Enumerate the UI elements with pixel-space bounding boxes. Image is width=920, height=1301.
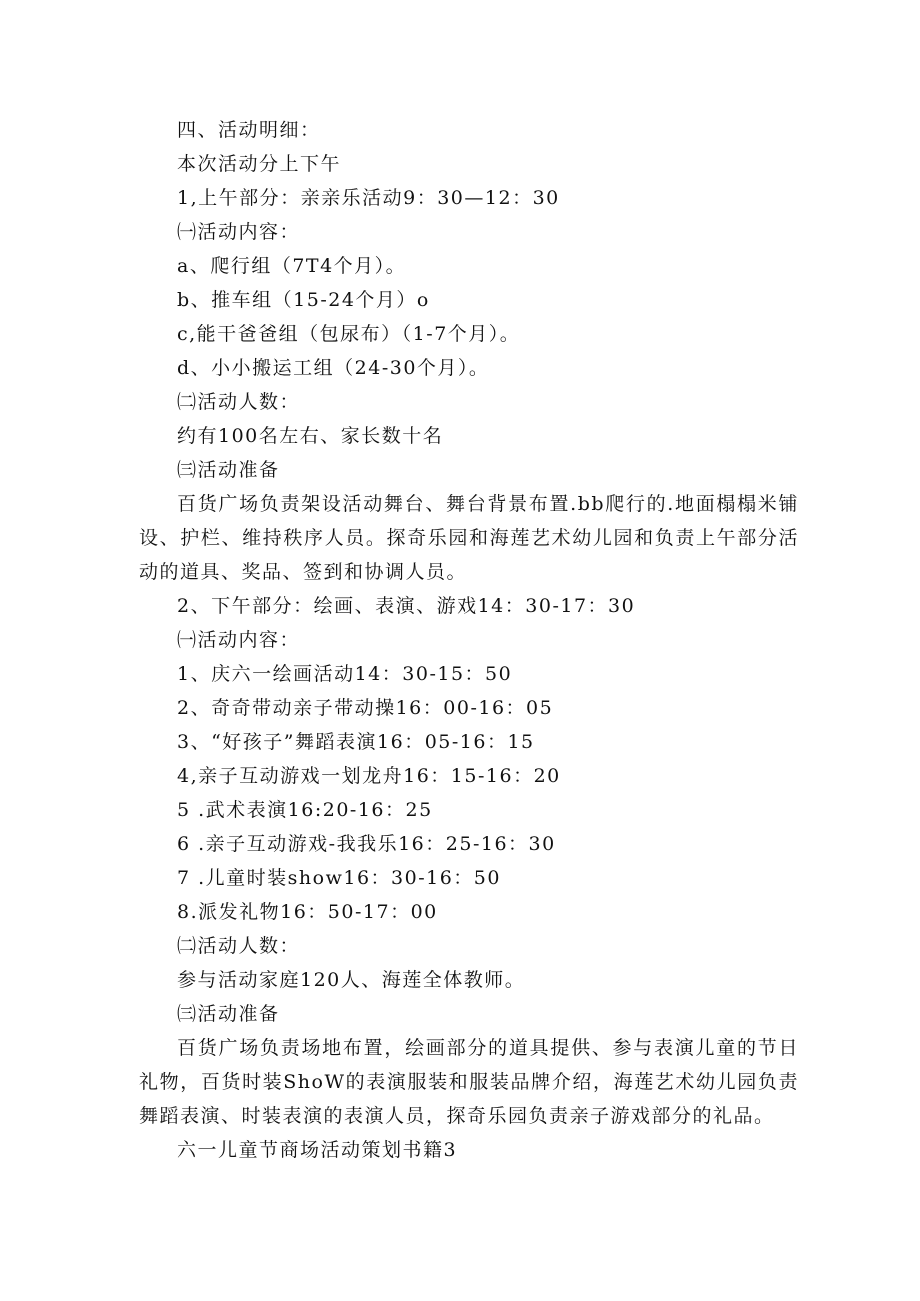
list-item: 3、“好孩子”舞蹈表演16：05-16：15 [177, 731, 535, 753]
paragraph: 百货广场负责架设活动舞台、舞台背景布置.bb爬行的.地面榻榻米铺设、护栏、维持秩序人员。探奇乐园和海莲艺术幼儿园和负责上午部分活动的道具、奖品、签到和协调人员。 [139, 493, 799, 583]
subheading-preparation: ㈢活动准备 [177, 459, 280, 481]
list-item: 2、奇奇带动亲子带动操16：00-16：05 [177, 697, 554, 719]
text-line: 参与活动家庭120人、海莲全体教师。 [177, 969, 526, 991]
list-item: d、小小搬运工组（24-30个月）。 [177, 357, 490, 379]
list-item: 8.派发礼物16：50-17：00 [177, 901, 438, 923]
subheading-content: ㈠活动内容： [177, 629, 301, 651]
list-item: 1、庆六一绘画活动14：30-15：50 [177, 663, 513, 685]
text-line: 本次活动分上下午 [177, 153, 342, 175]
section-heading: 四、活动明细： [177, 119, 321, 141]
list-item: 4,亲子互动游戏一划龙舟16：15-16：20 [177, 765, 561, 787]
document-body [139, 113, 799, 1167]
list-item: b、推车组（15-24个月）o [177, 289, 430, 311]
subheading-preparation: ㈢活动准备 [177, 1003, 280, 1025]
subheading-count: ㈡活动人数： [177, 391, 301, 413]
morning-part-heading: 1,上午部分：亲亲乐活动9：30—12：30 [177, 187, 560, 209]
paragraph: 百货广场负责场地布置，绘画部分的道具提供、参与表演儿童的节日礼物，百货时装ShoW的表演服装和服装品牌介绍，海莲艺术幼儿园负责舞蹈表演、时装表演的表演人员，探奇乐园负责亲子游戏部分的礼品。 [139, 1037, 799, 1127]
list-item: c,能干爸爸组（包尿布）（1-7个月）。 [177, 323, 521, 345]
text-line: 约有100名左右、家长数十名 [177, 425, 444, 447]
list-item: 5 .武术表演16:20-16：25 [177, 799, 433, 821]
subheading-content: ㈠活动内容： [177, 221, 301, 243]
list-item: a、爬行组（7T4个月）。 [177, 255, 407, 277]
afternoon-part-heading: 2、下午部分：绘画、表演、游戏14：30-17：30 [177, 595, 636, 617]
list-item: 6 .亲子互动游戏-我我乐16：25-16：30 [177, 833, 556, 855]
closing-line: 六一儿童节商场活动策划书籍3 [177, 1139, 458, 1161]
list-item: 7 .儿童时装show16：30-16：50 [177, 867, 501, 889]
subheading-count: ㈡活动人数： [177, 935, 301, 957]
